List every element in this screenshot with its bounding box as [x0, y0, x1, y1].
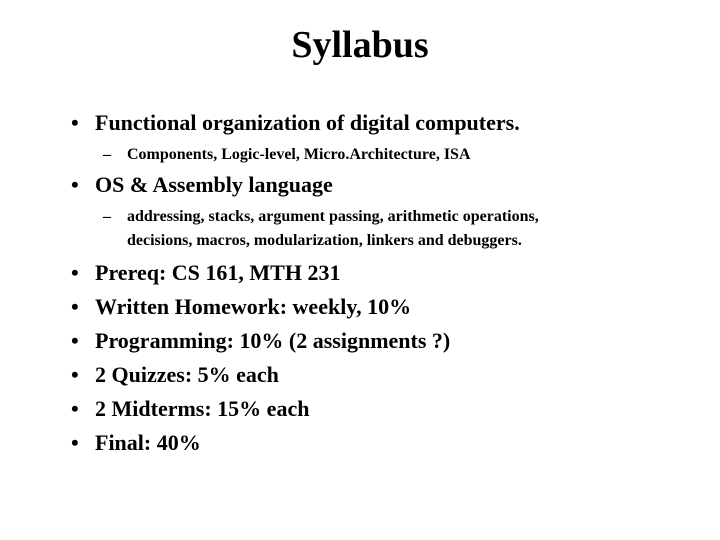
bullet-icon: •: [71, 430, 79, 455]
list-item-text: 2 Quizzes: 5% each: [95, 362, 279, 387]
list-item-text: 2 Midterms: 15% each: [95, 396, 310, 421]
list-item-text: Written Homework: weekly, 10%: [95, 294, 412, 319]
bullet-icon: •: [71, 110, 79, 135]
bullet-icon: •: [71, 294, 79, 319]
list-item-text: Prereq: CS 161, MTH 231: [95, 260, 341, 285]
bullet-icon: •: [71, 172, 79, 197]
list-item-text: OS & Assembly language: [95, 172, 333, 197]
list-item-text: Final: 40%: [95, 430, 201, 455]
dash-icon: –: [103, 208, 111, 225]
sub-list-item-text: Components, Logic-level, Micro.Architecture, ISA: [127, 146, 471, 163]
slide-title: Syllabus: [291, 24, 429, 66]
sub-list-item-text: addressing, stacks, argument passing, arithmetic operations,: [127, 208, 539, 225]
list-item-text: Functional organization of digital computers.: [95, 110, 520, 135]
bullet-icon: •: [71, 396, 79, 421]
list-item-text: Programming: 10% (2 assignments ?): [95, 328, 451, 353]
bullet-icon: •: [71, 260, 79, 285]
bullet-icon: •: [71, 362, 79, 387]
sub-list-item-text: decisions, macros, modularization, linkers and debuggers.: [127, 232, 522, 249]
bullet-icon: •: [71, 328, 79, 353]
dash-icon: –: [103, 146, 111, 163]
